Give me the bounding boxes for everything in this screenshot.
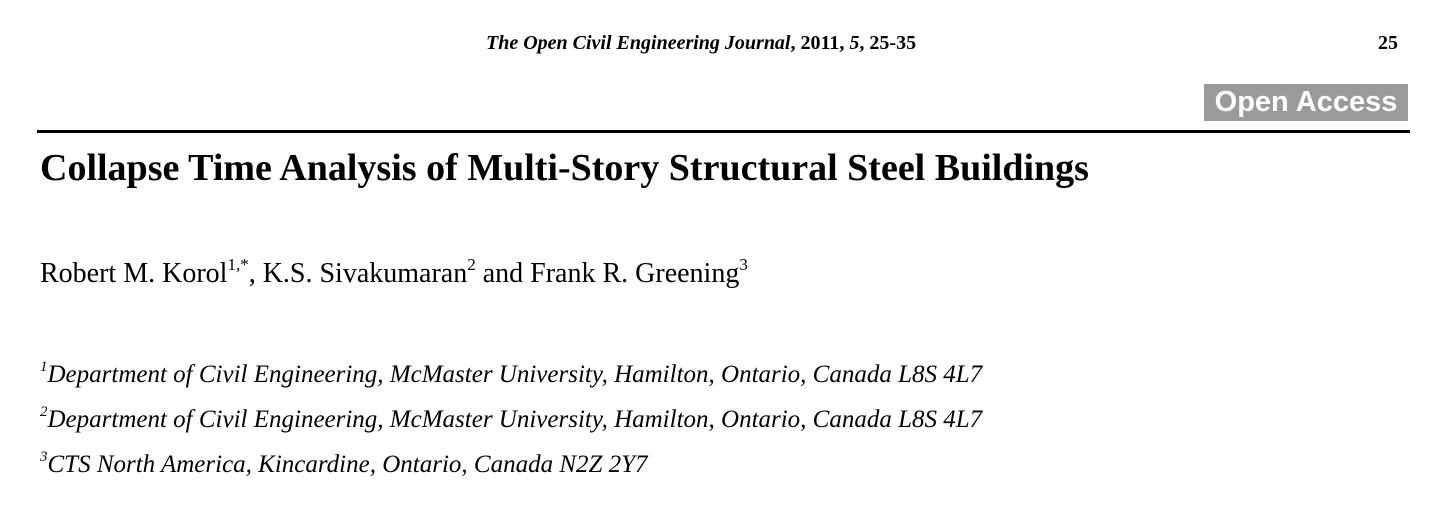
author-list [40, 255, 748, 290]
header-divider [37, 130, 1410, 133]
author-conjunction: and [475, 258, 531, 289]
author-name: Robert M. Korol [40, 258, 228, 289]
affiliation-1 [40, 361, 982, 389]
author-affiliation-mark: 2 [467, 255, 476, 274]
affiliation-2 [40, 406, 982, 434]
article-title: Collapse Time Analysis of Multi-Story Structural Steel Buildings [40, 147, 1089, 189]
author-name: K.S. Sivakumaran [262, 258, 468, 289]
citation-separator: , [839, 32, 850, 54]
page-number: 25 [1378, 32, 1398, 54]
journal-citation [486, 32, 916, 55]
affiliation-number: 3 [40, 449, 48, 465]
affiliation-text: Department of Civil Engineering, McMaster University, Hamilton, Ontario, Canada L8S 4L7 [47, 406, 983, 433]
open-access-badge: Open Access [1204, 84, 1408, 121]
affiliation-3 [40, 451, 648, 479]
journal-pages: 25-35 [869, 32, 917, 54]
affiliation-number: 1 [40, 359, 48, 375]
author-separator: , [248, 258, 263, 289]
author-affiliation-mark: 3 [739, 255, 748, 274]
citation-separator: , [790, 32, 801, 54]
citation-separator: , [859, 32, 870, 54]
affiliation-text: CTS North America, Kincardine, Ontario, Canada N2Z 2Y7 [47, 451, 648, 478]
affiliation-number: 2 [40, 404, 48, 420]
journal-volume: 5 [849, 32, 860, 54]
journal-year: 2011 [800, 32, 840, 54]
affiliation-text: Department of Civil Engineering, McMaster University, Hamilton, Ontario, Canada L8S 4L7 [47, 361, 983, 388]
author-affiliation-mark: 1,* [227, 255, 249, 274]
journal-name: The Open Civil Engineering Journal [486, 32, 791, 54]
author-name: Frank R. Greening [530, 258, 740, 289]
